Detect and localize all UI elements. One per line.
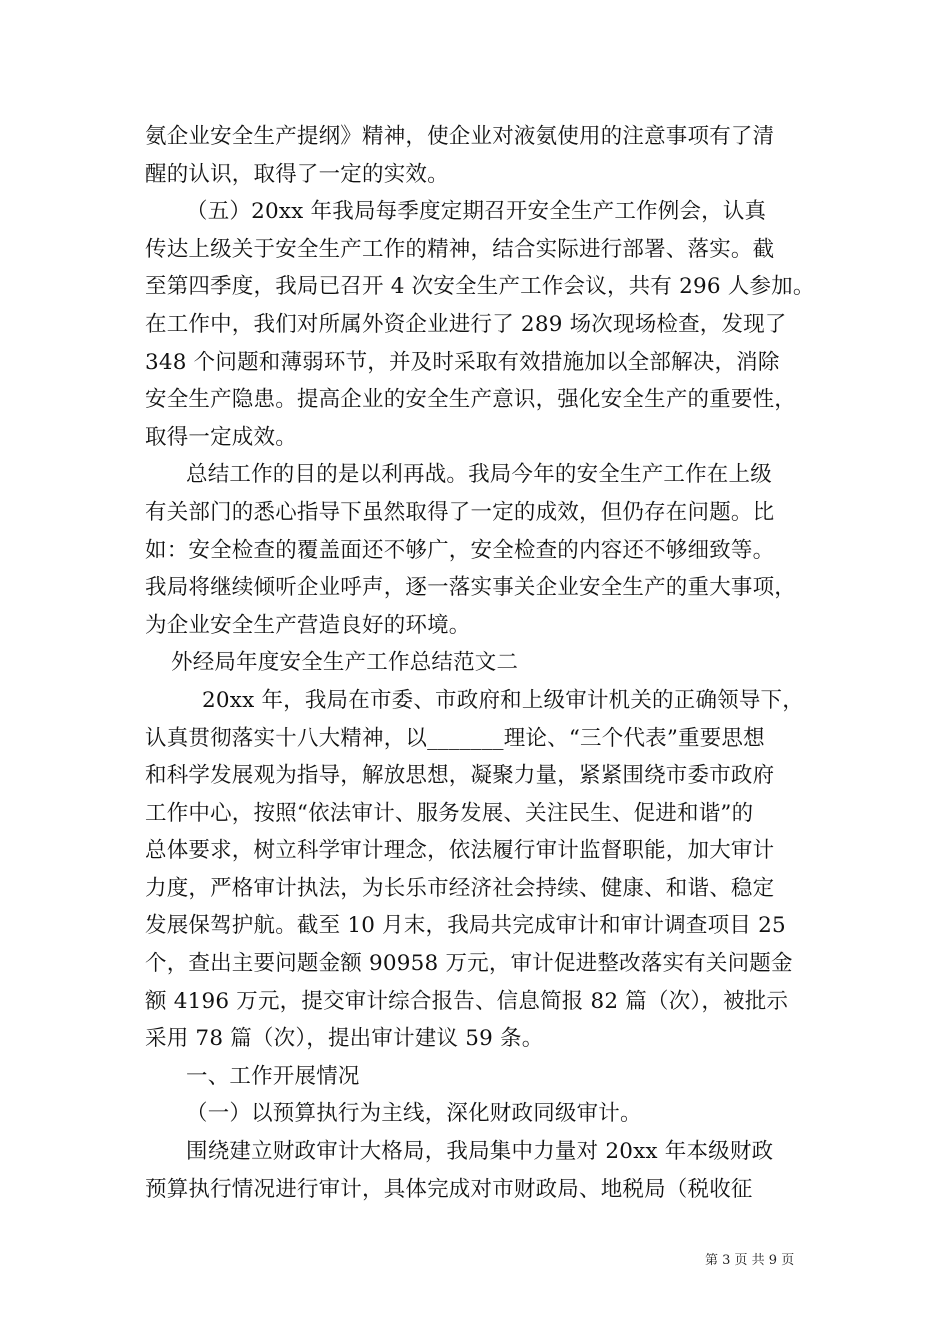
section-heading: 一、工作开展情况 (186, 1063, 360, 1089)
text-line: 如：安全检查的覆盖面还不够广，安全检查的内容还不够细致等。 (145, 537, 775, 563)
text-line: 氨企业安全生产提纲》精神，使企业对液氨使用的注意事项有了清 (145, 124, 775, 149)
text-line: 安全生产隐患。提高企业的安全生产意识，强化安全生产的重要性， (145, 387, 797, 413)
text-line: 个，查出主要问题金额 90958 万元，审计促进整改落实有关问题金 (145, 951, 793, 977)
text-line: 醒的认识，取得了一定的实效。 (145, 161, 449, 187)
text-line: 认真贯彻落实十八大精神，以_______理论、“三个代表”重要思想 (145, 725, 765, 751)
text-line: 发展保驾护航。截至 10 月末，我局共完成审计和审计调查项目 25 (145, 913, 786, 939)
text-line: 至第四季度，我局已召开 4 次安全生产工作会议，共有 296 人参加。 (145, 274, 815, 300)
text-line: 额 4196 万元，提交审计综合报告、信息简报 82 篇（次），被批示 (145, 988, 789, 1014)
paragraph-start-line: 总结工作的目的是以利再战。我局今年的安全生产工作在上级 (186, 462, 772, 488)
text-line: 预算执行情况进行审计，具体完成对市财政局、地税局（税收征 (145, 1176, 753, 1202)
text-line: 采用 78 篇（次），提出审计建议 59 条。 (145, 1026, 544, 1052)
text-line: 为企业安全生产营造良好的环境。 (145, 612, 471, 638)
text-line: 传达上级关于安全生产工作的精神，结合实际进行部署、落实。截 (145, 236, 775, 262)
text-line: 有关部门的悉心指导下虽然取得了一定的成效，但仍存在问题。比 (145, 499, 775, 525)
body-text (145, 118, 817, 1208)
paragraph-start-line: 围绕建立财政审计大格局，我局集中力量对 20xx 年本级财政 (186, 1139, 774, 1165)
section-heading: 外经局年度安全生产工作总结范文二 (171, 650, 519, 676)
text-line: 取得一定成效。 (145, 424, 297, 450)
subsection-heading: （一）以预算执行为主线，深化财政同级审计。 (186, 1101, 642, 1127)
text-line: 我局将继续倾听企业呼声，逐一落实事关企业安全生产的重大事项， (145, 575, 797, 601)
paragraph-start-line: 20xx 年，我局在市委、市政府和上级审计机关的正确领导下， (202, 687, 804, 713)
text-line: 总体要求，树立科学审计理念，依法履行审计监督职能，加大审计 (145, 838, 775, 864)
text-line: 在工作中，我们对所属外资企业进行了 289 场次现场检查，发现了 (145, 311, 787, 337)
text-line: 工作中心，按照“依法审计、服务发展、关注民生、促进和谐”的 (145, 800, 754, 826)
paragraph-start-line: （五）20xx 年我局每季度定期召开安全生产工作例会，认真 (186, 199, 767, 225)
text-line: 和科学发展观为指导，解放思想，凝聚力量，紧紧围绕市委市政府 (145, 763, 775, 789)
text-line: 348 个问题和薄弱环节，并及时采取有效措施加以全部解决，消除 (145, 349, 780, 375)
page-footer: 第 3 页 共 9 页 (705, 1253, 795, 1268)
text-line: 力度，严格审计执法，为长乐市经济社会持续、健康、和谐、稳定 (145, 875, 775, 901)
